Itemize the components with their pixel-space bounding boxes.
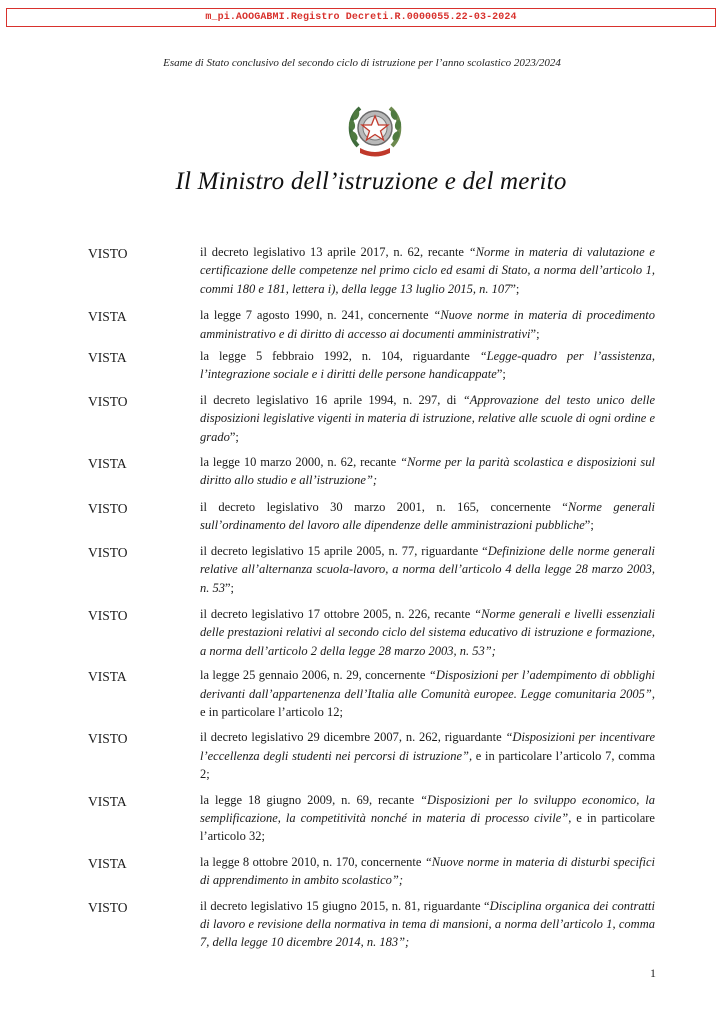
recital-keyword: VISTO xyxy=(88,246,128,261)
recital-text xyxy=(200,666,655,721)
recital-text xyxy=(200,542,655,597)
recital-text xyxy=(200,728,655,783)
recital-text xyxy=(200,791,655,846)
recital-row xyxy=(88,453,655,490)
recital-phrase: il decreto legislativo 15 giugno 2015, n. 81, riguardante “ xyxy=(200,898,490,913)
recital-row xyxy=(88,542,655,597)
page-number: 1 xyxy=(650,966,656,980)
recital-row xyxy=(88,347,655,384)
recital-citation: Disciplina organica dei contratti di lavoro e revisione della normativa in tema di mansioni, a norma dell’articolo 1, comma 7, della legge 10 dicembre 2014, n. 183”; xyxy=(200,898,655,950)
recital-row xyxy=(88,791,655,846)
recital-phrase: il decreto legislativo 29 dicembre 2007, n. 262, riguardante xyxy=(200,730,506,745)
recital-phrase: il decreto legislativo 15 aprile 2005, n. 77, riguardante “ xyxy=(200,543,488,558)
recital-keyword: VISTO xyxy=(88,393,128,409)
recital-row xyxy=(88,853,655,890)
recital-phrase: ”; xyxy=(530,326,540,341)
recital-row xyxy=(88,666,655,721)
recital-citation: “Approvazione del testo unico delle disposizioni legislative vigenti in materia di istruzione, relative alle scuole di ogni ordine e grado xyxy=(200,392,655,444)
recital-keyword: VISTO xyxy=(88,607,128,623)
recital-phrase: la legge 5 febbraio 1992, n. 104, riguardante xyxy=(200,349,480,364)
recital-row xyxy=(88,605,655,660)
recital-citation: Norme generali sull’ordinamento del lavoro alle dipendenze delle amministrazioni pubbliche xyxy=(200,499,655,533)
recital-keyword: VISTA xyxy=(88,309,127,325)
recital-keyword: VISTA xyxy=(88,350,127,366)
recital-keyword: VISTA xyxy=(88,456,127,472)
recital-phrase: il decreto legislativo 17 ottobre 2005, n. 226, recante xyxy=(200,606,475,621)
recital-text xyxy=(200,605,655,660)
protocol-stamp: m_pi.AOOGABMI.Registro Decreti.R.0000055.22-03-2024 xyxy=(6,8,716,27)
recital-phrase: il decreto legislativo 13 aprile 2017, n. 62, recante xyxy=(200,245,469,259)
recital-text xyxy=(200,347,655,384)
recital-citation: “Disposizioni per l’adempimento di obblighi derivanti dall’appartenenza dell’Italia alle Comunità europee. Legge comunitaria 2005” xyxy=(200,668,655,701)
recital-phrase: ”; xyxy=(229,429,239,444)
recital-phrase: il decreto legislativo 30 marzo 2001, n. 165, concernente “ xyxy=(200,499,568,514)
recital-phrase: la legge 8 ottobre 2010, n. 170, concernente xyxy=(200,854,425,869)
recital-row xyxy=(88,728,655,783)
recital-text xyxy=(200,306,655,343)
recital-text xyxy=(200,243,655,298)
recital-row xyxy=(88,897,655,952)
recital-text xyxy=(200,391,655,446)
recital-phrase: e in particolare l’articolo 7, comma 2; xyxy=(200,748,655,782)
recital-phrase: ”; xyxy=(225,580,235,595)
recital-keyword: VISTA xyxy=(88,669,127,685)
recital-keyword: VISTO xyxy=(88,500,128,516)
recital-row xyxy=(88,391,655,446)
recital-citation: “Nuove norme in materia di procedimento amministrativo e di diritto di accesso ai documenti amministrativi xyxy=(200,308,655,341)
recital-row xyxy=(88,498,655,535)
recital-phrase: la legge 18 giugno 2009, n. 69, recante xyxy=(200,792,421,807)
recital-phrase: la legge 10 marzo 2000, n. 62, recante xyxy=(200,455,401,470)
recital-phrase: , e in particolare l’articolo 32; xyxy=(200,810,655,844)
recital-citation: “Disposizioni per incentivare l’eccellenza degli studenti nei percorsi di istruzione”, xyxy=(200,730,656,763)
recital-keyword: VISTO xyxy=(88,731,128,747)
recital-text xyxy=(200,897,655,952)
recital-citation: Definizione delle norme generali relative all’alternanza scuola-lavoro, a norma dell’articolo 4 della legge 28 marzo 2003, n. 53 xyxy=(200,543,655,595)
recital-phrase: il decreto legislativo 16 aprile 1994, n. 297, di xyxy=(200,392,463,407)
recital-phrase: ”; xyxy=(510,281,520,296)
exam-title: Esame di Stato conclusivo del secondo ciclo di istruzione per l’anno scolastico 2023/2024 xyxy=(163,57,561,69)
recital-phrase: ”; xyxy=(584,518,594,533)
recital-citation: “Norme per la parità scolastica e disposizioni sul diritto allo studio e all’istruzione”; xyxy=(200,455,655,488)
recital-keyword: VISTA xyxy=(88,793,127,809)
recital-keyword: VISTA xyxy=(88,855,127,871)
recital-text xyxy=(200,498,655,535)
recital-citation: “Legge-quadro per l’assistenza, l’integrazione sociale e i diritti delle persone handicappate xyxy=(200,349,655,382)
recital-keyword: VISTO xyxy=(88,899,128,915)
recital-citation: “Disposizioni per lo sviluppo economico, la semplificazione, la competitività nonché in materia di processo civile” xyxy=(200,792,655,825)
italian-republic-emblem-icon xyxy=(346,100,404,160)
recital-citation: “Norme generali e livelli essenziali delle prestazioni relativi al secondo ciclo del sistema educativo di istruzione e formazione, a norma dell’articolo 2 della legge 28 marzo 2003, n. 53”; xyxy=(200,606,655,658)
recital-text xyxy=(200,853,655,890)
recitals-list xyxy=(88,236,655,952)
recital-phrase: , e in particolare l’articolo 12; xyxy=(200,686,655,719)
recital-phrase: ”; xyxy=(496,367,506,382)
recital-row xyxy=(88,306,655,343)
recital-keyword: VISTO xyxy=(88,544,128,560)
recital-text xyxy=(200,453,655,490)
recital-row xyxy=(88,243,655,298)
minister-heading: Il Ministro dell’istruzione e del merito xyxy=(175,168,567,195)
recital-phrase: la legge 25 gennaio 2006, n. 29, concernente xyxy=(200,668,429,683)
recital-citation: “Nuove norme in materia di disturbi specifici di apprendimento in ambito scolastico”; xyxy=(200,854,655,888)
recital-phrase: la legge 7 agosto 1990, n. 241, concernente xyxy=(200,308,434,323)
recital-citation: “Norme in materia di valutazione e certificazione delle competenze nel primo ciclo ed esami di Stato, a norma dell’articolo 1, commi 180 e 181, lettera i), della legge 13 luglio 2015, n. 107 xyxy=(200,245,655,296)
